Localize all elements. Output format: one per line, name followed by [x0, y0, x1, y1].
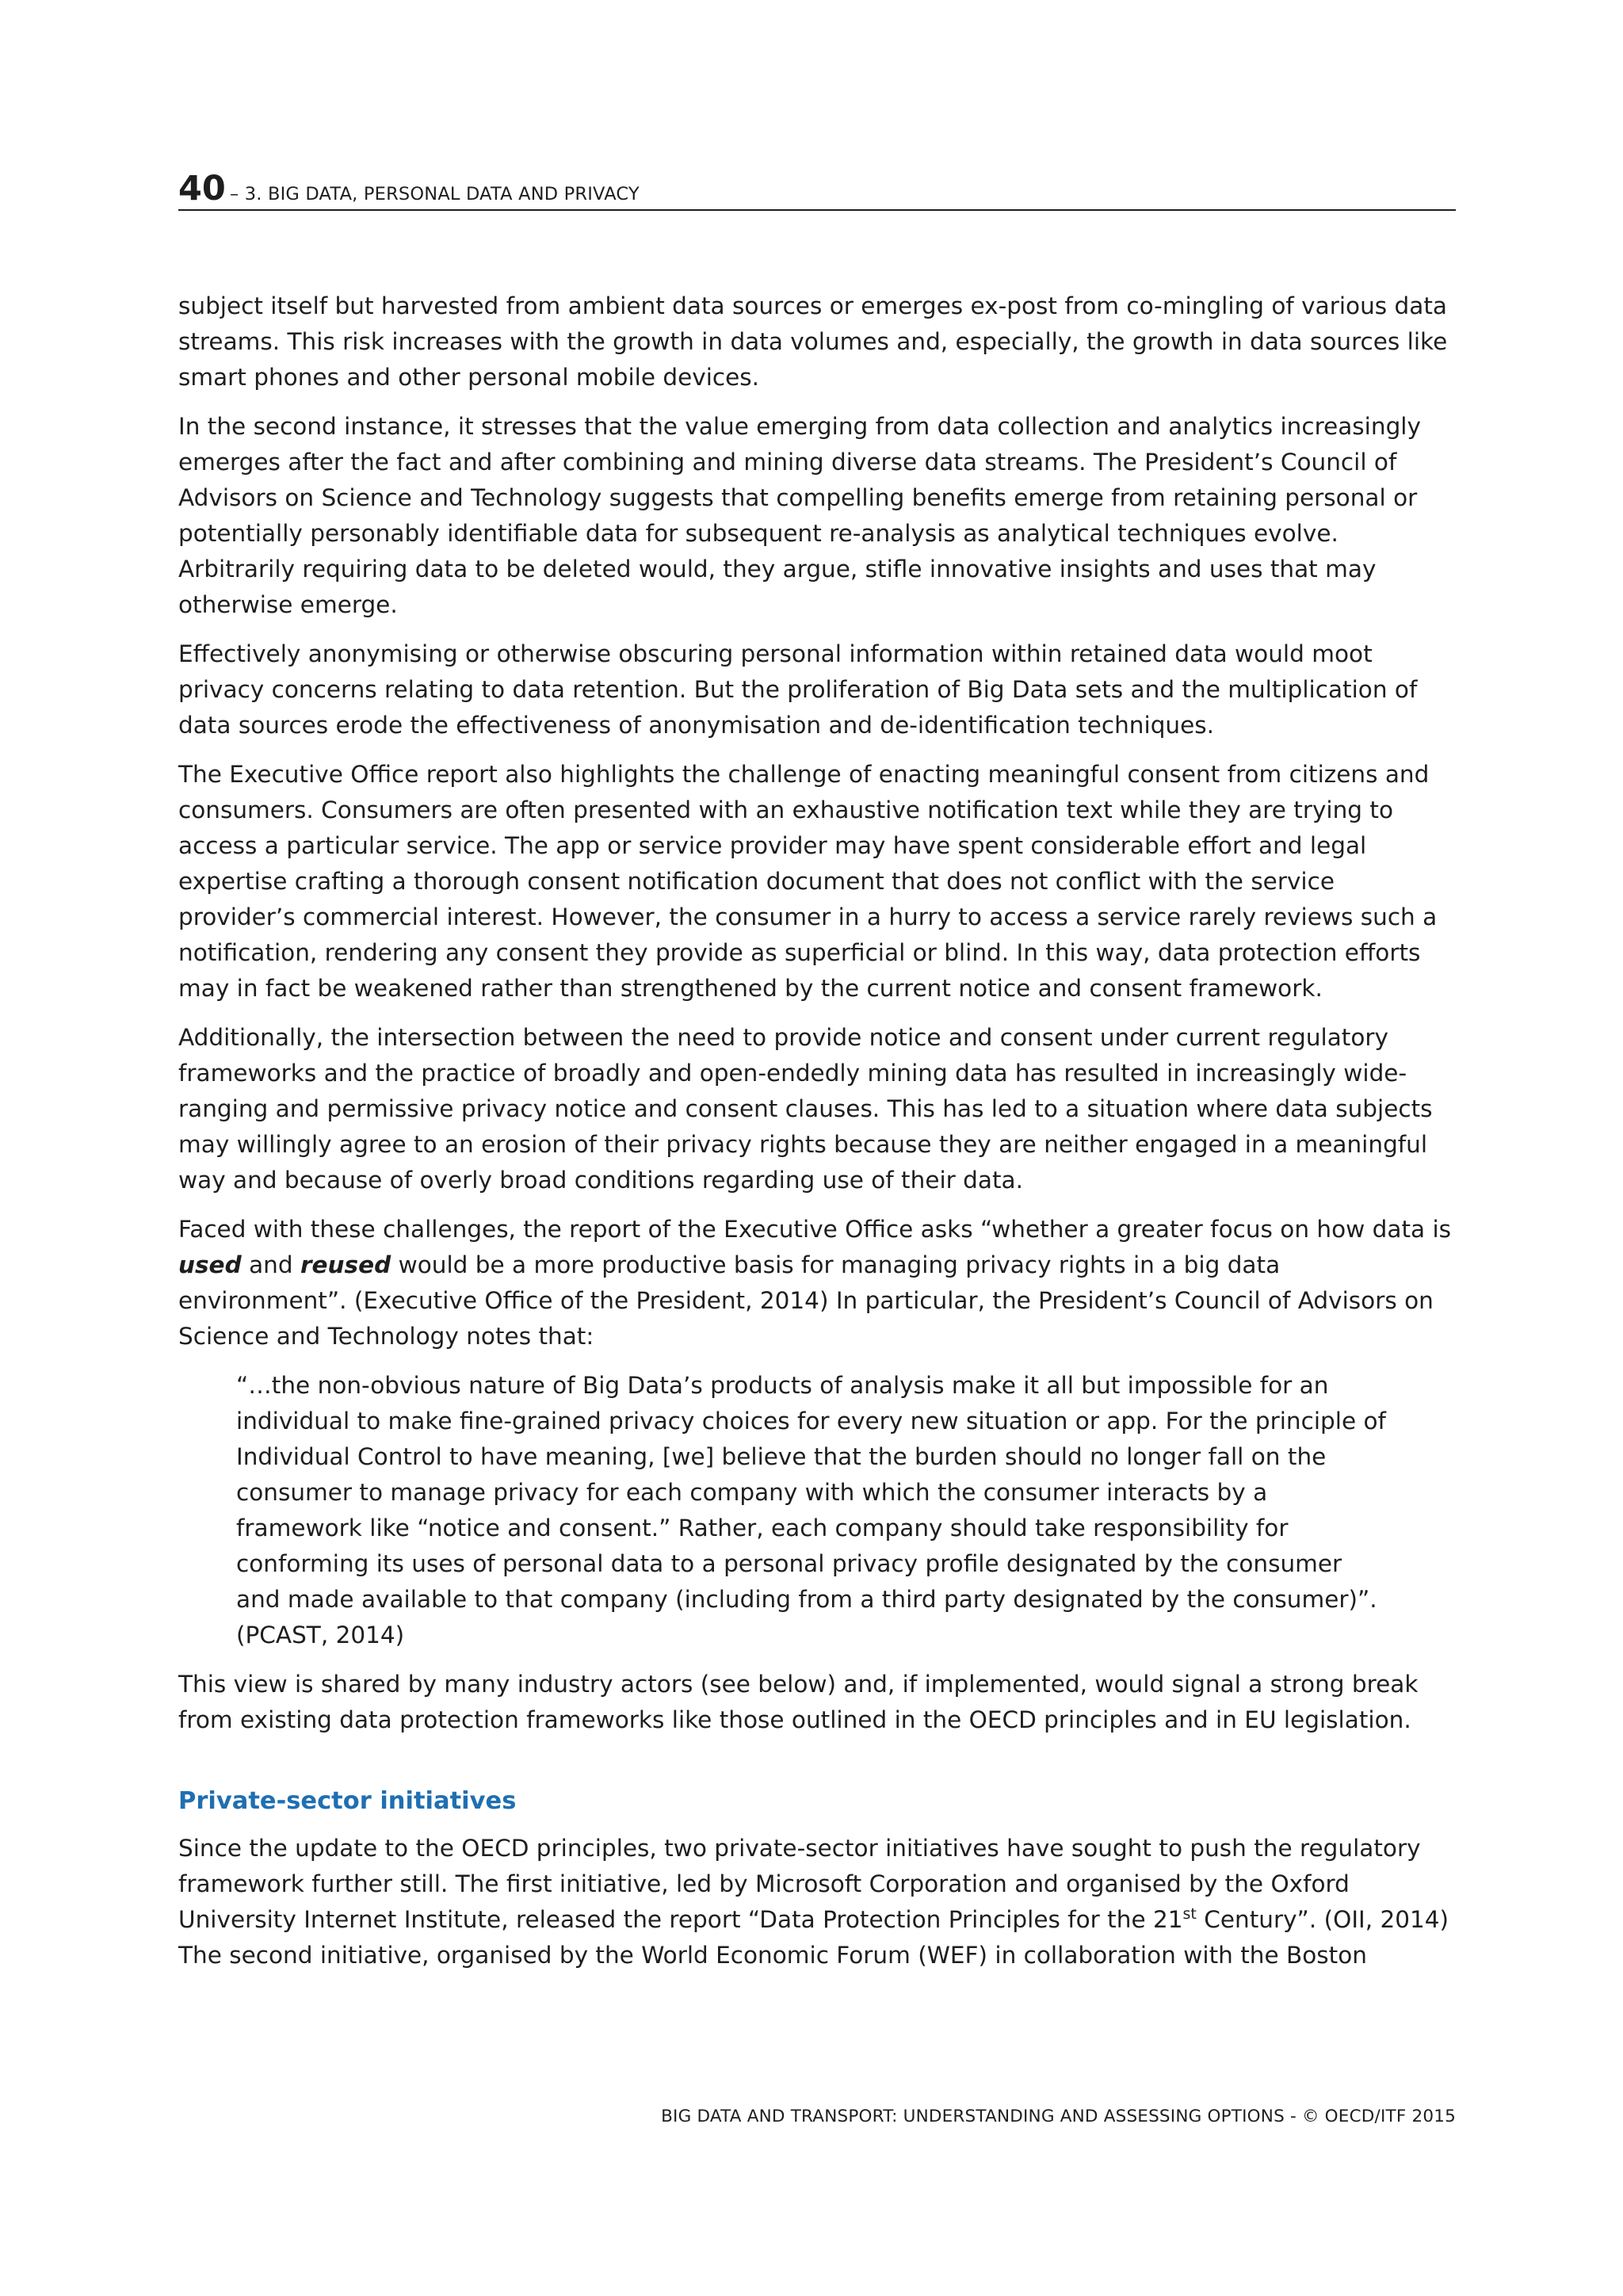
paragraph-5: Additionally, the intersection between the need to provide notice and consent under current regulatory frameworks and the practice of broadly and open-endedly mining data has resulted in increasingly wide-ranging and permissive privacy notice and consent clauses. This has led to a situation where data subjects may willingly agree to an erosion of their privacy rights because they are neither engaged in a meaningful way and because of overly broad conditions regarding use of their data.: [178, 1024, 1433, 1194]
superscript-st: st: [1182, 1905, 1197, 1924]
paragraph-4: The Executive Office report also highlights the challenge of enacting meaningful consent from citizens and consumers. Consumers are often presented with an exhaustive notification text while they are trying to access a particular service. The app or service provider may have spent considerable effort and legal expertise crafting a thorough consent notification document that does not conflict with the service provider’s commercial interest. However, the consumer in a hurry to access a service rarely reviews such a notification, rendering any consent they provide as superficial or blind. In this way, data protection efforts may in fact be weakened rather than strengthened by the current notice and consent framework.: [178, 761, 1438, 1002]
page-body: [178, 288, 1456, 1987]
paragraph-1: subject itself but harvested from ambient data sources or emerges ex-post from co-mingling of various data streams. This risk increases with the growth in data volumes and, especially, the growth in data sources like smart phones and other personal mobile devices.: [178, 292, 1448, 391]
emphasis-used: used: [178, 1251, 242, 1278]
document-page: [178, 0, 1456, 2296]
paragraph-8: [178, 1831, 1456, 1973]
paragraph-3: Effectively anonymising or otherwise obscuring personal information within retained data would moot privacy concerns relating to data retention. But the proliferation of Big Data sets and the multiplication of data sources erode the effectiveness of anonymisation and de-identification techniques.: [178, 640, 1418, 739]
page-footer: BIG DATA AND TRANSPORT: UNDERSTANDING AND ASSESSING OPTIONS - © OECD/ITF 2015: [661, 2107, 1456, 2126]
emphasis-reused: reused: [300, 1251, 391, 1278]
paragraph-2: In the second instance, it stresses that the value emerging from data collection and analytics increasingly emerges after the fact and after combining and mining diverse data streams. The President’s Council of Advisors on Science and Technology suggests that compelling benefits emerge from retaining personal or potentially personably identifiable data for subsequent re-analysis as analytical techniques evolve. Arbitrarily requiring data to be deleted would, they argue, stifle innovative insights and uses that may otherwise emerge.: [178, 413, 1421, 618]
paragraph-6-text-mid: and: [241, 1251, 300, 1278]
paragraph-6-text-before: Faced with these challenges, the report of the Executive Office asks “whether a greater focus on how data is: [178, 1216, 1452, 1243]
paragraph-7: This view is shared by many industry actors (see below) and, if implemented, would signal a strong break from existing data protection frameworks like those outlined in the OECD principles and in EU legislation.: [178, 1671, 1419, 1733]
running-title: – 3. BIG DATA, PERSONAL DATA AND PRIVACY: [229, 184, 640, 204]
section-heading: Private-sector initiatives: [178, 1787, 517, 1815]
paragraph-8-text-after: Century”. (OII, 2014) The second initiative, organised by the World Economic Forum (WEF) in collaboration with the Boston: [178, 1906, 1449, 1969]
paragraph-8-text-before: Since the update to the OECD principles, two private-sector initiatives have sought to push the regulatory framework further still. The first initiative, led by Microsoft Corporation and organised by the Oxford University Internet Institute, released the report “Data Protection Principles for the 21: [178, 1835, 1421, 1933]
running-header: [178, 166, 1456, 211]
block-quote: “…the non-obvious nature of Big Data’s products of analysis make it all but impossible for an individual to make fine-grained privacy choices for every new situation or app. For the principle of Individual Control to have meaning, [we] believe that the burden should no longer fall on the consumer to manage privacy for each company with which the consumer interacts by a framework like “notice and consent.” Rather, each company should take responsibility for conforming its uses of personal data to a personal privacy profile designated by the consumer and made available to that company (including from a third party designated by the consumer)”. (PCAST, 2014): [236, 1372, 1386, 1648]
paragraph-6-text-after: would be a more productive basis for managing privacy rights in a big data environment”. (Executive Office of the President, 2014) In particular, the President’s Council of Advisors on Science and Technology notes that:: [178, 1251, 1434, 1350]
paragraph-6: [178, 1212, 1456, 1354]
page-number: 40: [178, 169, 226, 208]
